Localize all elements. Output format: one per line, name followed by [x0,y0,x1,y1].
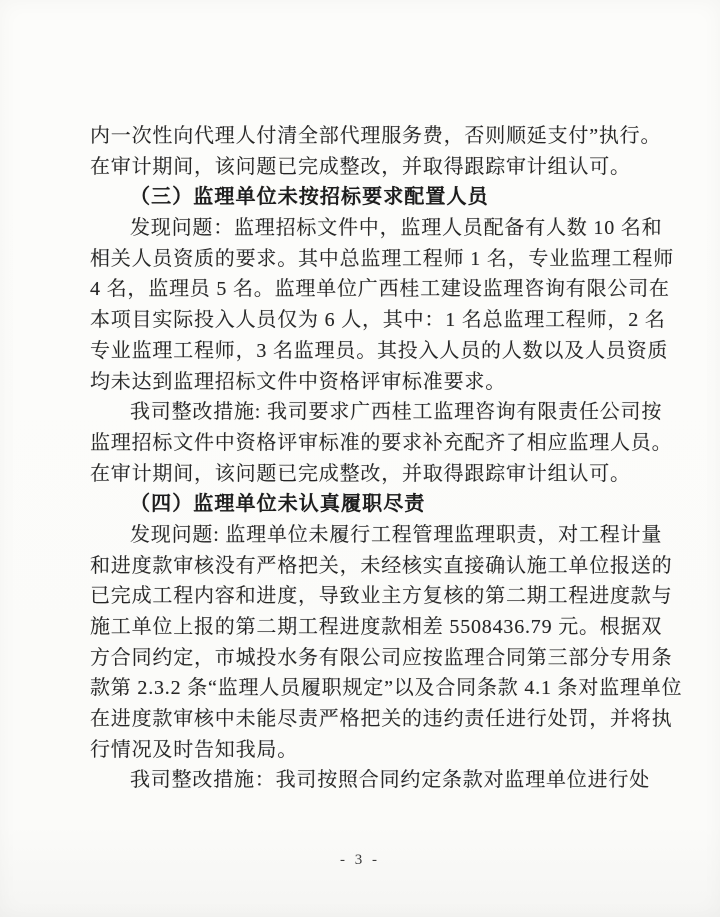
text-line: 行情况及时告知我局。 [90,738,298,761]
text-line: 施工单位上报的第二期工程进度款相差 5508436.79 元。根据双 [90,616,663,638]
text-line: 款第 2.3.2 条“监理人员履职规定”以及合同条款 4.1 条对监理单位 [90,677,683,700]
text-line: 内一次性向代理人付清全部代理服务费，否则顺延支付”执行。 [90,125,662,147]
section-heading: （四）监理单位未认真履职尽责 [130,493,426,516]
text-line: 4 名，监理员 5 名。监理单位广西桂工建设监理咨询有限公司在 [90,278,670,301]
section-heading: （三）监理单位未按招标要求配置人员 [130,186,489,209]
text-line: 发现问题: 监理单位未履行工程管理监理职责，对工程计量 [130,523,663,546]
text-line: 已完成工程内容和进度，导致业主方复核的第二期工程进度款与 [90,585,673,608]
text-line: 和进度款审核没有严格把关，未经核实直接确认施工单位报送的 [90,554,673,577]
document-text-block [90,121,683,796]
text-line: 均未达到监理招标文件中资格评审标准要求。 [90,370,506,393]
text-line: 我司整改措施: 我司要求广西桂工监理咨询有限责任公司按 [130,401,663,424]
text-line: 在审计期间，该问题已完成整改，并取得跟踪审计组认可。 [90,155,631,178]
text-line: 方合同约定，市城投水务有限公司应按监理合同第三部分专用条 [90,646,673,669]
page-number: - 3 - [340,852,380,868]
text-line: 监理招标文件中资格评审标准的要求补充配齐了相应监理人员。 [90,431,673,454]
text-line: 在审计期间，该问题已完成整改，并取得跟踪审计组认可。 [90,462,631,485]
text-line: 我司整改措施：我司按照合同约定条款对监理单位进行处 [130,769,650,792]
text-line: 相关人员资质的要求。其中总监理工程师 1 名，专业监理工程师 [90,247,674,270]
text-line: 发现问题：监理招标文件中，监理人员配备有人数 10 名和 [130,217,663,240]
text-line: 专业监理工程师，3 名监理员。其投入人员的人数以及人员资质 [90,339,669,362]
text-line: 本项目实际投入人员仅为 6 人，其中：1 名总监理工程师，2 名 [90,309,666,332]
text-line: 在进度款审核中未能尽责严格把关的违约责任进行处罚，并将执 [90,708,673,731]
